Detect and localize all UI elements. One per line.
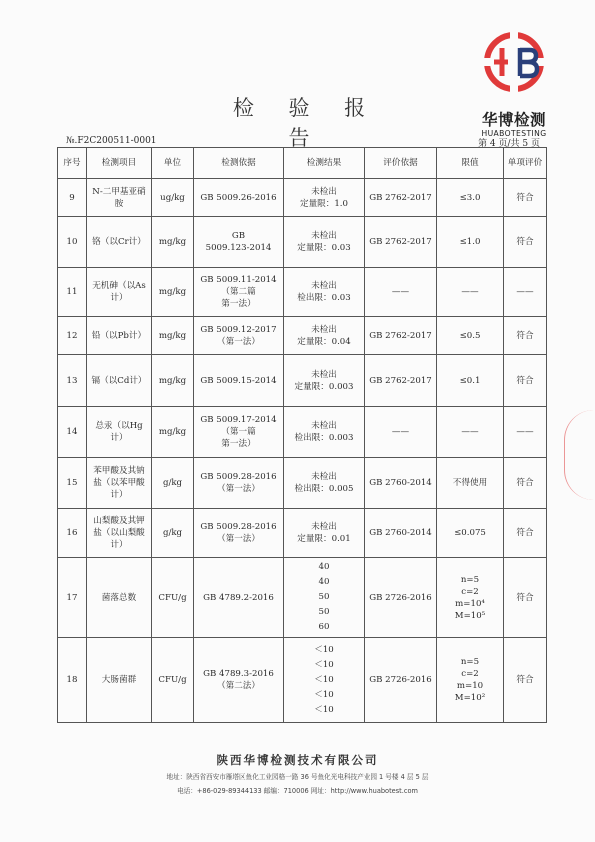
footer-company: 陕西华博检测技术有限公司 [216, 753, 379, 767]
report-number: №.F2C200511-0001 [66, 136, 157, 146]
test-method-line: （第一篇 [221, 427, 256, 437]
test-method-line: GB 5009.11-2014 [200, 275, 277, 285]
table-row [58, 179, 547, 217]
test-item [87, 268, 152, 317]
table-row [58, 638, 547, 723]
test-result-line: 定量限：0.01 [297, 534, 351, 544]
test-result-line: ＜10 [314, 674, 334, 685]
unit: mg/kg [152, 355, 194, 407]
logo-name-cn: 华博检测 [481, 111, 546, 129]
test-result-line: 检出限：0.003 [294, 433, 354, 443]
test-result [284, 217, 365, 268]
evaluation-basis: GB 2762-2017 [365, 317, 437, 355]
limit-value-line: —— [461, 287, 479, 297]
unit: g/kg [152, 458, 194, 509]
test-item-line: 无机砷（以As [92, 281, 146, 291]
verdict: 符合 [504, 317, 547, 355]
test-item-line: 计） [110, 293, 128, 303]
column-header: 单项评价 [504, 148, 547, 179]
evaluation-basis: GB 2726-2016 [365, 638, 437, 723]
limit-value [437, 268, 504, 317]
verdict: 符合 [504, 458, 547, 509]
test-method-line: 第一法） [221, 299, 256, 309]
test-method-line: GB [231, 231, 246, 241]
test-result [284, 268, 365, 317]
row-number: 12 [58, 317, 87, 355]
column-header: 检测结果 [284, 148, 365, 179]
test-method [194, 317, 284, 355]
evaluation-basis: GB 2762-2017 [365, 217, 437, 268]
test-method [194, 268, 284, 317]
limit-value [437, 509, 504, 558]
test-result-line: 50 [318, 607, 330, 617]
page-indicator: 第 4 页/共 5 页 [478, 139, 540, 149]
limit-value-line: c=2 [461, 669, 479, 679]
limit-value-line: M=10² [454, 693, 486, 703]
test-result-line: 定量限：0.003 [294, 381, 354, 392]
unit: CFU/g [152, 558, 194, 638]
test-result [284, 355, 365, 407]
limit-value-line: ≤0.1 [459, 375, 481, 386]
test-method [194, 558, 284, 638]
test-item [87, 355, 152, 407]
table-row [58, 458, 547, 509]
test-method-line: GB 4789.2-2016 [203, 592, 274, 603]
row-number: 11 [58, 268, 87, 317]
test-result-line: 60 [318, 622, 330, 632]
test-result-line: ＜10 [314, 659, 334, 670]
row-number: 15 [58, 458, 87, 509]
limit-value-line: ≤3.0 [459, 192, 481, 203]
table-row [58, 407, 547, 458]
unit: mg/kg [152, 268, 194, 317]
table-row [58, 509, 547, 558]
test-result-line: ＜10 [314, 644, 334, 655]
verdict: 符合 [504, 355, 547, 407]
test-item-line: 铅（以Pb计） [91, 330, 147, 341]
verdict: —— [504, 407, 547, 458]
test-result-line: 定量限：1.0 [299, 198, 349, 209]
test-item-line: 苯甲酸及其钠 [93, 466, 145, 476]
test-item-line: 胺 [114, 198, 124, 209]
test-method [194, 509, 284, 558]
test-result-line: 未检出 [311, 369, 337, 380]
evaluation-basis: —— [365, 268, 437, 317]
test-method-line: GB 5009.26-2016 [200, 192, 277, 203]
test-method-line: GB 4789.3-2016 [203, 669, 274, 679]
verdict: 符合 [504, 509, 547, 558]
unit: CFU/g [152, 638, 194, 723]
evaluation-basis: GB 2726-2016 [365, 558, 437, 638]
verdict: 符合 [504, 179, 547, 217]
test-method-line: 5009.123-2014 [205, 243, 272, 253]
row-number: 14 [58, 407, 87, 458]
column-header: 单位 [152, 148, 194, 179]
evaluation-basis: —— [365, 407, 437, 458]
test-method-line: （第一法） [217, 336, 260, 347]
limit-value-line: n=5 [460, 657, 480, 667]
test-result-line: 40 [318, 577, 330, 587]
report-title: 检 验 报 告 [232, 96, 380, 150]
table-header-row [58, 148, 547, 179]
test-item [87, 638, 152, 723]
logo-mark-icon [480, 28, 548, 96]
test-method [194, 638, 284, 723]
limit-value-line: ≤0.075 [454, 528, 486, 538]
row-number: 13 [58, 355, 87, 407]
test-method [194, 407, 284, 458]
column-header: 评价依据 [365, 148, 437, 179]
evaluation-basis: GB 2762-2017 [365, 355, 437, 407]
test-result [284, 638, 365, 723]
limit-value [437, 317, 504, 355]
test-item-line: 计） [110, 490, 128, 500]
column-header: 检测依据 [194, 148, 284, 179]
test-result-line: ＜10 [314, 704, 334, 715]
test-result-line: 检出限：0.005 [294, 484, 354, 494]
test-result-line: 未检出 [311, 421, 337, 431]
verdict: 符合 [504, 558, 547, 638]
verdict: 符合 [504, 217, 547, 268]
test-item [87, 179, 152, 217]
limit-value [437, 558, 504, 638]
test-method [194, 179, 284, 217]
limit-value-line: M=10⁵ [454, 610, 486, 621]
test-item [87, 407, 152, 458]
limit-value [437, 217, 504, 268]
test-result-line: 定量限：0.03 [297, 243, 351, 253]
test-method-line: 第一法） [221, 439, 256, 449]
test-result-line: 定量限：0.04 [297, 336, 351, 347]
table-row [58, 268, 547, 317]
test-result-line: 40 [318, 562, 330, 572]
seal-stamp-edge [564, 410, 595, 500]
test-method [194, 458, 284, 509]
row-number: 9 [58, 179, 87, 217]
test-result-line: 未检出 [311, 281, 337, 291]
test-method-line: （第一法） [217, 534, 260, 544]
test-method-line: GB 5009.28-2016 [200, 472, 277, 482]
test-result [284, 179, 365, 217]
verdict: 符合 [504, 638, 547, 723]
evaluation-basis: GB 2762-2017 [365, 179, 437, 217]
test-method [194, 355, 284, 407]
logo-name-en: HUABOTESTING [481, 129, 547, 138]
unit: g/kg [152, 509, 194, 558]
limit-value-line: ≤1.0 [459, 237, 481, 247]
test-method [194, 217, 284, 268]
unit: mg/kg [152, 407, 194, 458]
limit-value-line: 不得使用 [452, 478, 488, 488]
test-item [87, 217, 152, 268]
test-result [284, 458, 365, 509]
limit-value [437, 407, 504, 458]
footer-address: 地址：陕西省西安市雁塔区鱼化工业园格一路 36 号鱼化光电科技产业园 1 号楼 4 层 5 层 [166, 773, 429, 781]
limit-value [437, 179, 504, 217]
column-header: 限值 [437, 148, 504, 179]
test-method-line: （第二法） [217, 681, 260, 691]
test-item-line: 菌落总数 [101, 592, 137, 603]
company-logo [468, 28, 560, 138]
test-item-line: 大肠菌群 [101, 675, 137, 685]
results-table [57, 147, 547, 723]
column-header: 检测项目 [87, 148, 152, 179]
test-method-line: （第二篇 [221, 287, 256, 297]
test-result-line: 未检出 [311, 472, 337, 482]
unit: mg/kg [152, 317, 194, 355]
limit-value-line: ≤0.5 [459, 330, 481, 341]
test-result [284, 317, 365, 355]
row-number: 16 [58, 509, 87, 558]
unit: mg/kg [152, 217, 194, 268]
test-result-line: 未检出 [311, 522, 337, 532]
test-item [87, 509, 152, 558]
test-item [87, 558, 152, 638]
verdict: —— [504, 268, 547, 317]
test-result-line: 检出限：0.03 [297, 293, 351, 303]
test-item-line: N-二甲基亚硝 [92, 186, 146, 197]
unit: ug/kg [152, 179, 194, 217]
table-row [58, 317, 547, 355]
table-row [58, 355, 547, 407]
row-number: 17 [58, 558, 87, 638]
test-item [87, 458, 152, 509]
test-method-line: GB 5009.17-2014 [200, 415, 277, 425]
footer-contact: 电话：+86-029-89344133 邮编：710006 网址：http://www.huabotest.com [177, 787, 418, 795]
limit-value [437, 355, 504, 407]
limit-value [437, 638, 504, 723]
test-result-line: 未检出 [311, 231, 337, 241]
table-row [58, 217, 547, 268]
limit-value [437, 458, 504, 509]
test-item [87, 317, 152, 355]
test-item-line: 铬（以Cr计） [92, 237, 146, 247]
test-result-line: ＜10 [314, 689, 334, 700]
test-item-line: 总汞（以Hg计） [95, 421, 143, 443]
test-result [284, 407, 365, 458]
test-item-line: 盐（以山梨酸 [93, 528, 145, 538]
test-result-line: 未检出 [311, 186, 337, 197]
test-item-line: 山梨酸及其钾 [93, 516, 145, 526]
limit-value-line: —— [461, 427, 479, 437]
test-result-line: 50 [318, 592, 330, 602]
test-method-line: GB 5009.28-2016 [200, 522, 277, 532]
test-item-line: 计） [110, 540, 128, 550]
row-number: 18 [58, 638, 87, 723]
test-result [284, 509, 365, 558]
column-header: 序号 [58, 148, 87, 179]
test-result [284, 558, 365, 638]
limit-value-line: c=2 [461, 586, 479, 597]
evaluation-basis: GB 2760-2014 [365, 458, 437, 509]
test-item-line: 镉（以Cd计） [91, 375, 147, 386]
test-method-line: GB 5009.12-2017 [200, 324, 277, 335]
test-result-line: 未检出 [311, 324, 337, 335]
test-method-line: （第一法） [217, 484, 260, 494]
limit-value-line: m=10⁴ [455, 598, 485, 609]
test-method-line: GB 5009.15-2014 [200, 375, 277, 386]
row-number: 10 [58, 217, 87, 268]
evaluation-basis: GB 2760-2014 [365, 509, 437, 558]
limit-value-line: n=5 [460, 574, 480, 585]
limit-value-line: m=10 [456, 681, 484, 691]
test-item-line: 盐（以苯甲酸 [93, 478, 145, 488]
table-row [58, 558, 547, 638]
